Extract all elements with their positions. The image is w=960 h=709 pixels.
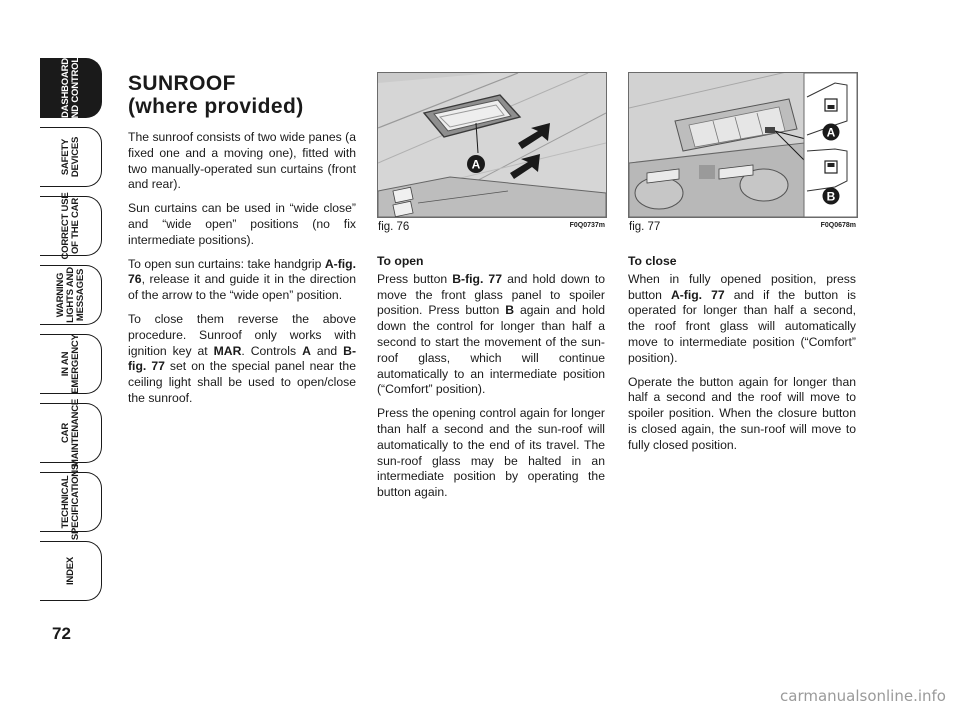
paragraph: Press button B-fig. 77 and hold down to move the front glass panel to spoiler position. Press button B again and hold down the control for longer than half a second to start the movement of the sun-roof glass, which will continue automatically to an intermediate position (“Comfort” position). <box>377 271 606 397</box>
tab-label: TECHNICAL SPECIFICATIONS <box>59 463 81 541</box>
figure-77-code: F0Q0678m <box>820 222 856 229</box>
paragraph: When in fully opened position, press button A-fig. 77 and if the button is operated for longer than half a second, the roof front glass will automatically move to intermediate position (“Comfort” position). <box>628 271 856 365</box>
callout-a-label: A <box>826 125 836 140</box>
subheading-to-close: To close <box>628 254 677 268</box>
paragraph: The sunroof consists of two wide panes (a fixed one and a moving one), fitted with two manually-operated sun curtains (front and rear). <box>128 130 356 192</box>
paragraph: To open sun curtains: take handgrip A-fig. 76, release it and guide it in the direction of the arrow to the “wide open” position. <box>128 256 356 303</box>
tab-label: CAR MAINTENANCE <box>59 399 81 467</box>
figure-76-caption: fig. 76 <box>378 221 410 233</box>
chapter-tabs <box>40 50 102 610</box>
tab-label: DASHBOARD AND CONTROLS <box>59 50 81 126</box>
page-title: SUNROOF (where provided) <box>128 72 304 118</box>
tab-technical-specifications[interactable] <box>40 463 102 541</box>
watermark: carmanualsonline.info <box>780 687 946 705</box>
tab-index[interactable] <box>40 541 102 601</box>
paragraph: To close them reverse the above procedure. Sunroof only works with ignition key at MAR. Controls A and B-fig. 77 set on the special panel near the ceiling light shall be used to open/close the sunroof. <box>128 311 357 405</box>
tab-label: WARNING LIGHTS AND MESSAGES <box>54 267 86 323</box>
sunroof-control-panel-illustration <box>629 73 857 217</box>
paragraph: Press the opening control again for longer than half a second and the sun-roof will automatically to the end of its travel. The sun-roof glass may be halted in an intermediate position by operating the button again. <box>377 406 605 500</box>
sunroof-handgrip-illustration <box>378 73 606 217</box>
tab-label: IN AN EMERGENCY <box>59 334 81 394</box>
tab-dashboard-and-controls[interactable] <box>40 50 102 126</box>
tab-in-an-emergency[interactable] <box>40 334 102 394</box>
tab-warning-lights[interactable] <box>40 265 102 325</box>
page-number: 72 <box>52 624 71 643</box>
section-to-close <box>628 254 856 462</box>
tab-car-maintenance[interactable] <box>40 399 102 467</box>
tab-label: CORRECT USE OF THE CAR <box>59 192 81 260</box>
tab-safety-devices[interactable] <box>40 127 102 187</box>
tab-label: SAFETY DEVICES <box>59 136 81 178</box>
subheading-to-open: To open <box>377 254 424 268</box>
callout-a-label: A <box>471 157 481 172</box>
figure-76-code: F0Q0737m <box>569 222 605 229</box>
paragraph: Operate the button again for longer than half a second and the roof will move to spoiler position. When the closure button is closed again, the sun-roof will move to fully closed position. <box>628 374 856 452</box>
section-sunroof <box>128 72 356 415</box>
figure-77-caption: fig. 77 <box>629 221 661 233</box>
section-to-open <box>377 254 605 509</box>
paragraph: Sun curtains can be used in “wide close” and “wide open” positions (no fix intermediate positions). <box>128 201 356 247</box>
figure-77-image <box>628 72 858 218</box>
figure-76-image <box>377 72 607 218</box>
tab-correct-use[interactable] <box>40 192 102 260</box>
tab-label: INDEX <box>64 556 76 586</box>
callout-b-label: B <box>826 189 836 204</box>
